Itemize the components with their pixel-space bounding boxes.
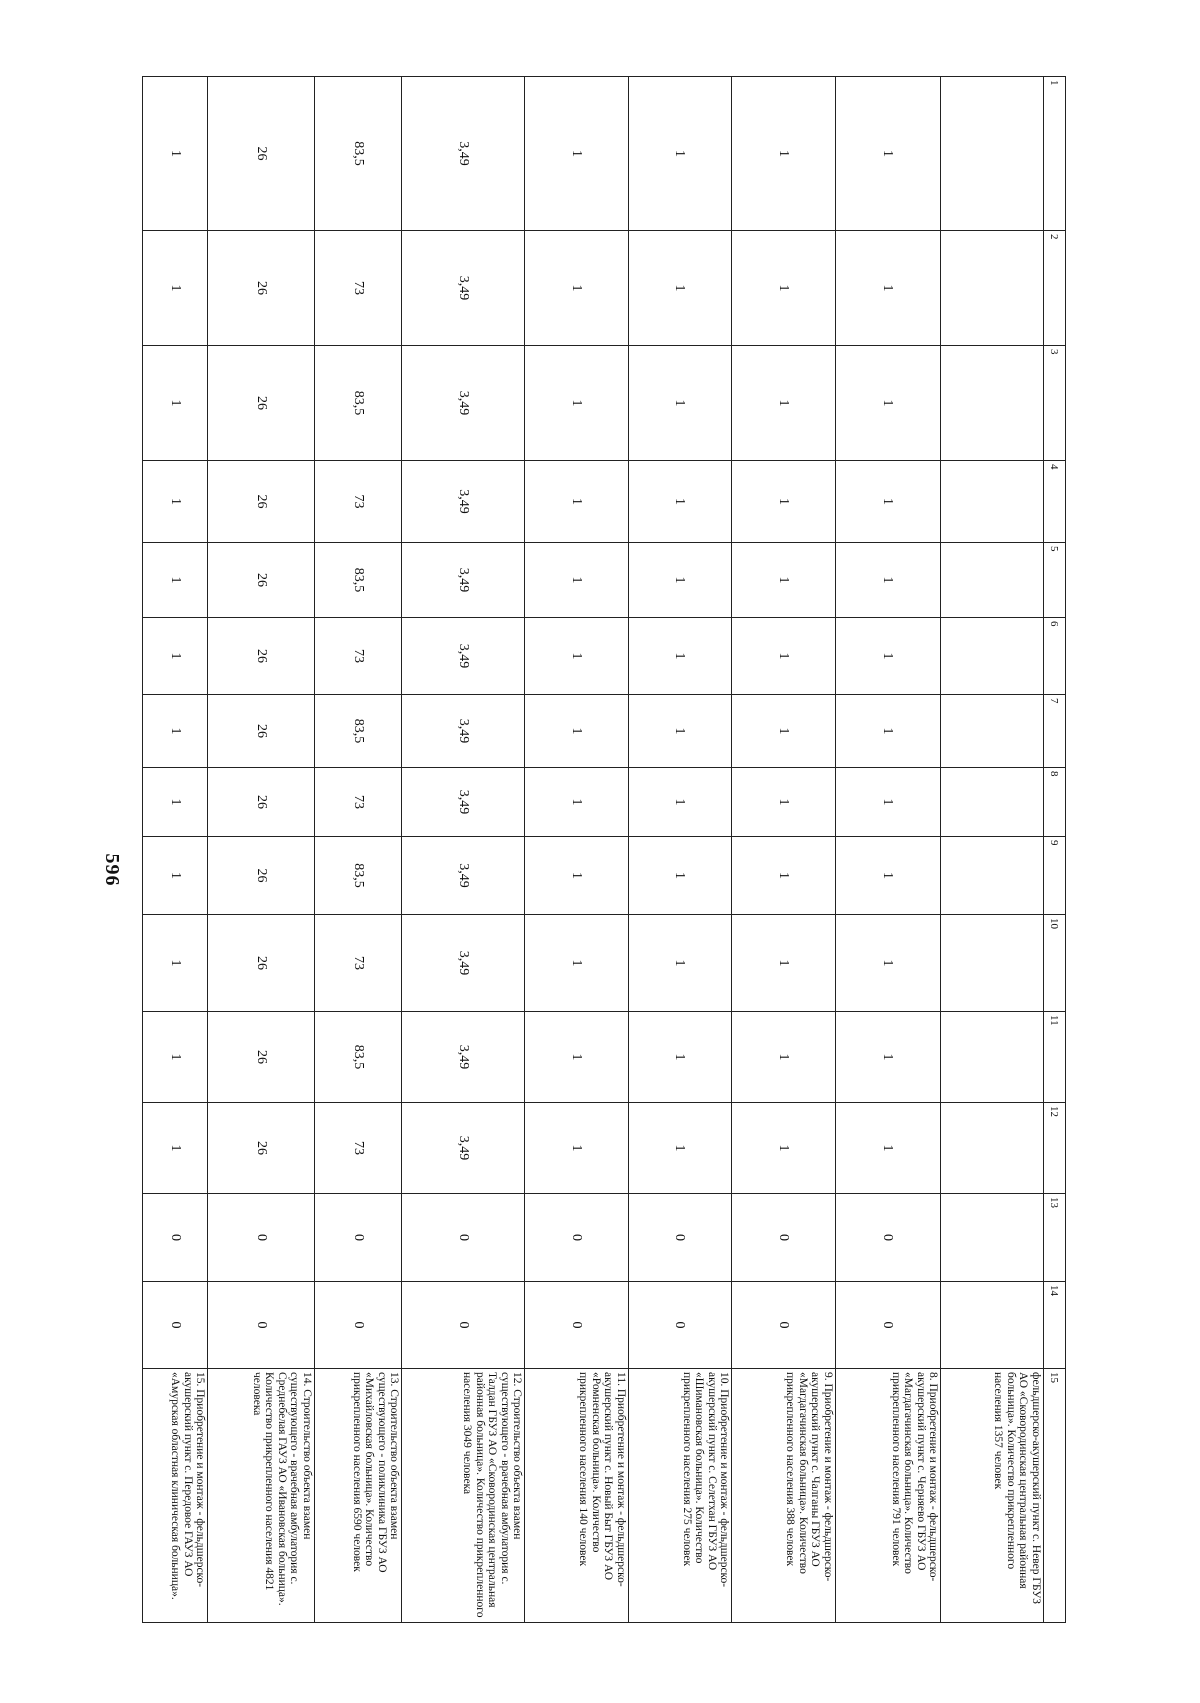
table-cell: 1	[628, 461, 732, 543]
description-cell: 9. Приобретение и монтаж - фельдшерско-акушерский пункт с. Чалганы ГБУЗ АО «Магдагачинская больница». Количество прикрепленного населения 388 человек	[732, 1369, 836, 1623]
table-cell: 1	[628, 543, 732, 618]
table-cell: 3,49	[402, 543, 525, 618]
table-cell: 26	[208, 618, 315, 695]
table-cell: 3,49	[402, 1012, 525, 1103]
table-cell: 0	[314, 1282, 401, 1369]
table-cell: 83,5	[314, 77, 401, 231]
table-cell: 26	[208, 543, 315, 618]
table-cell	[941, 1282, 1043, 1369]
table-cell: 0	[314, 1194, 401, 1282]
table-cell: 1	[732, 695, 836, 768]
table-cell: 1	[628, 1012, 732, 1103]
column-header: 4	[1043, 461, 1065, 543]
description-cell: 8. Приобретение и монтаж - фельдшерско-акушерский пункт с. Черняево ГБУЗ АО «Магдагачинская больница». Количество прикрепленного населения 791 человек	[835, 1369, 941, 1623]
table-cell: 73	[314, 618, 401, 695]
table-cell: 1	[143, 768, 208, 837]
table-row	[208, 77, 315, 1623]
table-cell: 26	[208, 1012, 315, 1103]
table-cell: 3,49	[402, 346, 525, 461]
table-cell: 1	[628, 768, 732, 837]
table-cell: 1	[732, 1103, 836, 1194]
table-cell: 1	[835, 837, 941, 915]
table-cell: 0	[208, 1194, 315, 1282]
table-cell: 73	[314, 231, 401, 346]
table-cell: 3,49	[402, 768, 525, 837]
table-cell: 83,5	[314, 346, 401, 461]
table-row	[835, 77, 941, 1623]
table-cell: 1	[732, 77, 836, 231]
table-cell: 1	[143, 461, 208, 543]
table-cell: 0	[835, 1282, 941, 1369]
table-cell: 1	[835, 346, 941, 461]
table-cell: 3,49	[402, 1103, 525, 1194]
table-cell	[941, 1012, 1043, 1103]
table-cell: 26	[208, 461, 315, 543]
table-cell: 1	[143, 77, 208, 231]
table-cell: 0	[143, 1282, 208, 1369]
table-cell: 1	[835, 768, 941, 837]
table-cell: 1	[628, 837, 732, 915]
column-header: 15	[1043, 1369, 1065, 1623]
table-cell: 1	[628, 618, 732, 695]
table-cell: 1	[143, 543, 208, 618]
column-header: 2	[1043, 231, 1065, 346]
table-cell: 1	[525, 1103, 629, 1194]
column-header: 12	[1043, 1103, 1065, 1194]
table-cell: 1	[525, 543, 629, 618]
table-cell: 83,5	[314, 695, 401, 768]
table-cell: 1	[525, 618, 629, 695]
column-header: 7	[1043, 695, 1065, 768]
table-cell: 1	[835, 618, 941, 695]
table-cell	[941, 915, 1043, 1012]
table-cell: 1	[628, 77, 732, 231]
table-row	[314, 77, 401, 1623]
table-row	[525, 77, 629, 1623]
table-row	[143, 77, 208, 1623]
table-cell: 1	[525, 837, 629, 915]
table-cell: 83,5	[314, 543, 401, 618]
column-header: 9	[1043, 837, 1065, 915]
table-cell: 0	[208, 1282, 315, 1369]
table-cell	[941, 346, 1043, 461]
column-header: 13	[1043, 1194, 1065, 1282]
table-cell: 0	[402, 1282, 525, 1369]
table-cell: 73	[314, 915, 401, 1012]
table-cell: 1	[143, 231, 208, 346]
column-header: 6	[1043, 618, 1065, 695]
description-cell: 10. Приобретение и монтаж - фельдшерско-акушерский пункт с. Селетхан ГБУЗ АО «Шимановская больница». Количество прикрепленного населения 275 человек	[628, 1369, 732, 1623]
table-cell	[941, 837, 1043, 915]
column-header: 8	[1043, 768, 1065, 837]
rotated-table-container	[142, 76, 1066, 1622]
table-body	[143, 77, 1066, 1623]
table-cell: 0	[732, 1194, 836, 1282]
table-cell: 3,49	[402, 695, 525, 768]
table-cell: 26	[208, 346, 315, 461]
column-header: 11	[1043, 1012, 1065, 1103]
table-cell: 1	[732, 915, 836, 1012]
table-cell: 1	[732, 768, 836, 837]
column-header: 5	[1043, 543, 1065, 618]
table-cell: 1	[732, 837, 836, 915]
table-cell: 1	[835, 543, 941, 618]
table-cell: 1	[628, 231, 732, 346]
table-cell: 1	[732, 543, 836, 618]
table-cell: 1	[143, 837, 208, 915]
table-cell: 1	[835, 695, 941, 768]
table-cell: 26	[208, 695, 315, 768]
table-cell: 1	[628, 695, 732, 768]
data-table	[142, 76, 1066, 1623]
table-row	[628, 77, 732, 1623]
table-cell: 1	[143, 1103, 208, 1194]
table-cell: 0	[525, 1282, 629, 1369]
table-cell: 1	[628, 915, 732, 1012]
table-cell	[941, 543, 1043, 618]
table-cell: 26	[208, 231, 315, 346]
description-cell: 14. Строительство объекта взамен существующего - врачебная амбулатория с. Среднебелая ГАУЗ АО «Ивановская больница». Количество прикрепленного населения 4821 человека	[208, 1369, 315, 1623]
table-cell: 26	[208, 915, 315, 1012]
table-cell	[941, 1194, 1043, 1282]
table-cell: 0	[628, 1194, 732, 1282]
table-cell: 1	[835, 461, 941, 543]
table-cell: 1	[143, 1012, 208, 1103]
table-cell: 1	[525, 768, 629, 837]
table-cell: 3,49	[402, 231, 525, 346]
table-cell: 26	[208, 1103, 315, 1194]
column-header: 3	[1043, 346, 1065, 461]
table-cell: 73	[314, 461, 401, 543]
table-cell: 1	[143, 915, 208, 1012]
table-cell: 1	[143, 346, 208, 461]
table-cell: 3,49	[402, 461, 525, 543]
table-cell: 26	[208, 77, 315, 231]
table-cell: 1	[525, 461, 629, 543]
table-cell: 3,49	[402, 837, 525, 915]
table-cell: 3,49	[402, 618, 525, 695]
table-cell	[941, 461, 1043, 543]
table-cell: 83,5	[314, 1012, 401, 1103]
table-cell: 83,5	[314, 837, 401, 915]
table-cell: 1	[525, 77, 629, 231]
table-cell	[941, 1103, 1043, 1194]
table-cell: 1	[525, 915, 629, 1012]
description-cell: 12. Строительство объекта взамен существующего - врачебная амбулатория с. Талдан ГБУЗ АО «Сковородинская центральная районная больница». Количество прикрепленного населения 3049 человека	[402, 1369, 525, 1623]
table-cell: 26	[208, 837, 315, 915]
column-header: 14	[1043, 1282, 1065, 1369]
table-cell: 0	[628, 1282, 732, 1369]
table-cell: 1	[732, 618, 836, 695]
description-cell: фельдшерско-акушерский пункт с. Невер ГБУЗ АО «Сковородинская центральная районная больница». Количество прикрепленного населения 1357 человек	[941, 1369, 1043, 1623]
table-cell: 73	[314, 768, 401, 837]
table-cell: 1	[835, 231, 941, 346]
table-row	[732, 77, 836, 1623]
table-cell: 3,49	[402, 77, 525, 231]
table-cell: 1	[525, 231, 629, 346]
table-cell: 1	[143, 618, 208, 695]
description-cell: 15. Приобретение и монтаж - фельдшерско-акушерский пункт с. Передовое ГАУЗ АО «Амурская областная клиническая больница».	[143, 1369, 208, 1623]
table-cell	[941, 695, 1043, 768]
table-cell	[941, 618, 1043, 695]
column-header-row	[1043, 77, 1065, 1623]
table-cell: 1	[628, 346, 732, 461]
table-cell: 1	[732, 346, 836, 461]
table-cell: 1	[732, 1012, 836, 1103]
table-cell: 1	[525, 695, 629, 768]
table-cell: 1	[525, 346, 629, 461]
table-cell: 1	[628, 1103, 732, 1194]
table-cell	[941, 77, 1043, 231]
table-cell: 1	[732, 231, 836, 346]
table-cell: 0	[835, 1194, 941, 1282]
table-cell: 73	[314, 1103, 401, 1194]
description-cell: 13. Строительство объекта взамен существующего - поликлиника ГБУЗ АО «Михайловская больница». Количество прикрепленного населения 6590 человек	[314, 1369, 401, 1623]
table-cell: 3,49	[402, 915, 525, 1012]
table-cell: 1	[143, 695, 208, 768]
table-cell: 0	[525, 1194, 629, 1282]
page-number: 596	[101, 853, 123, 887]
table-row	[402, 77, 525, 1623]
table-cell: 1	[835, 1103, 941, 1194]
table-cell: 26	[208, 768, 315, 837]
table-cell: 0	[732, 1282, 836, 1369]
table-cell: 1	[732, 461, 836, 543]
table-cell: 1	[525, 1012, 629, 1103]
table-cell: 1	[835, 1012, 941, 1103]
description-cell: 11. Приобретение и монтаж - фельдшерско-акушерский пункт с. Новый Быт ГБУЗ АО «Ромненская больница». Количество прикрепленного населения 140 человек	[525, 1369, 629, 1623]
table-row	[941, 77, 1043, 1623]
table-cell	[941, 231, 1043, 346]
table-cell: 1	[835, 77, 941, 231]
table-cell: 0	[402, 1194, 525, 1282]
column-header: 1	[1043, 77, 1065, 231]
table-cell	[941, 768, 1043, 837]
column-header: 10	[1043, 915, 1065, 1012]
table-cell: 1	[835, 915, 941, 1012]
table-cell: 0	[143, 1194, 208, 1282]
